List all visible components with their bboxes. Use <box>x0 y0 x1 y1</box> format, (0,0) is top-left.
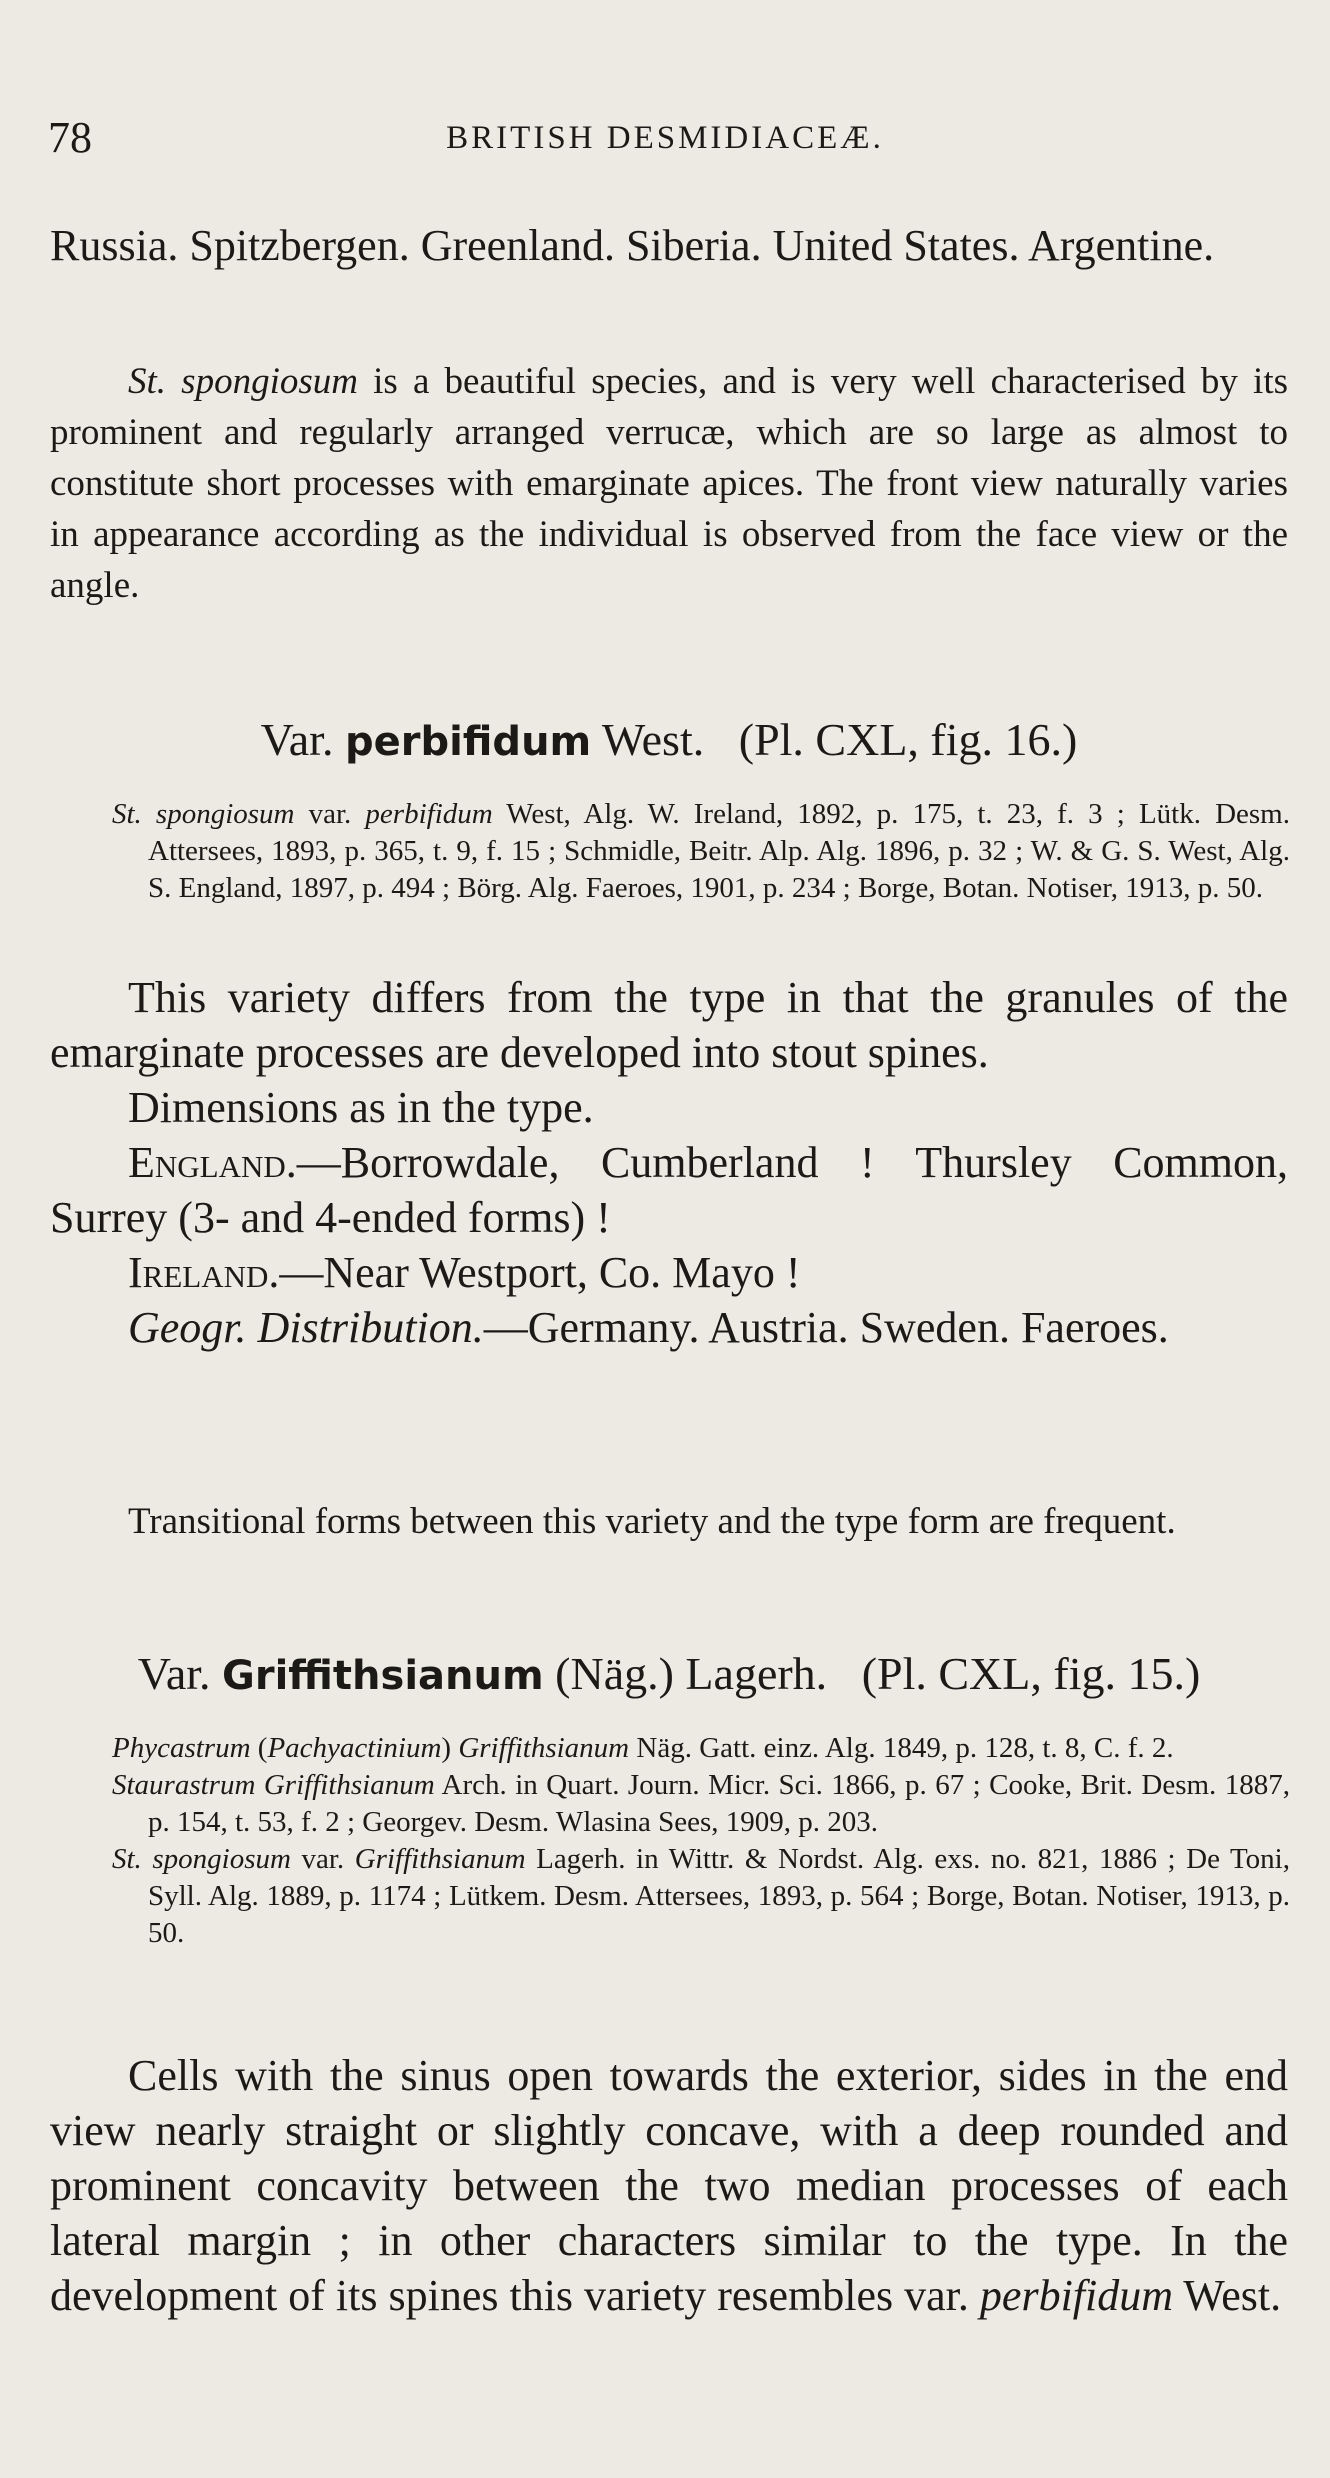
page-number: 78 <box>48 113 92 162</box>
country-label: Ireland. <box>128 1248 280 1297</box>
ref-var: var. <box>290 1843 355 1875</box>
description-text: Cells with the sinus open towards the exterior, sides in the end view nearly straight or slightly concave, with a deep rounded and prominent concavity between the two median processes of each lateral margin ; in other characters similar to the type. In the development of its spines this variety resembles var. <box>50 2051 1288 2320</box>
ref-text: Lagerh. in Wittr. & Nordst. Alg. exs. no. 821, 1886 ; De Toni, Syll. Alg. 1889, p. 1174 ; Lütkem. Desm. Attersees, 1893, p. 564 ; Borge, Botan. Notiser, 1913, p. 50. <box>148 1843 1290 1949</box>
ref-var-name: perbifidum <box>365 798 493 830</box>
ref-name: Staurastrum Griffithsianum <box>112 1769 435 1801</box>
ref-text: West, Alg. W. Ireland, 1892, p. 175, t. 23, f. 3 ; Lütk. Desm. Attersees, 1893, p. 365, t. 9, f. 15 ; Schmidle, Beitr. Alp. Alg. 1896, p. 32 ; W. & G. S. West, Alg. S. England, 1897, p. 494 ; Börg. Alg. Faeroes, 1901, p. 234 ; Borge, Botan. Notiser, 1913, p. 50. <box>148 798 1290 904</box>
synonymy-griffithsianum <box>112 1730 1290 1952</box>
transitional-note: Transitional forms between this variety and the type form are frequent. <box>128 1501 1176 1542</box>
perbifidum-body <box>50 970 1288 1355</box>
ref-text: Näg. Gatt. einz. Alg. 1849, p. 128, t. 8, C. f. 2. <box>629 1732 1174 1764</box>
reference-entry <box>112 796 1290 907</box>
dimensions: Dimensions as in the type. <box>128 1083 594 1132</box>
running-title: BRITISH DESMIDIACEÆ. <box>446 120 884 156</box>
plate-reference: (Pl. CXL, fig. 16.) <box>738 714 1078 765</box>
ref-name: St. spongiosum <box>112 1843 291 1875</box>
ref-var: var. <box>294 798 366 830</box>
distribution-label: Geogr. Distribution. <box>128 1303 484 1352</box>
ref-name: St. spongiosum <box>112 798 295 830</box>
species-name: St. spongiosum <box>128 361 358 402</box>
description-var: perbifidum <box>979 2271 1174 2320</box>
ref-epithet: Griffithsianum <box>458 1732 630 1764</box>
ref-subgenus: Pachyactinium <box>267 1732 442 1764</box>
locality-text: —Borrowdale, Cumberland ! Thursley Common, Surrey (3- and 4-ended forms) ! <box>50 1138 1288 1242</box>
plate-reference: (Pl. CXL, fig. 15.) <box>861 1648 1201 1699</box>
species-note <box>50 356 1288 611</box>
heading-author: (Näg.) Lagerh. <box>543 1648 828 1699</box>
variety-name: Griffithsianum <box>222 1653 544 1699</box>
ref-name: Phycastrum <box>112 1732 251 1764</box>
variety-heading-perbifidum <box>50 712 1288 770</box>
country-label: England. <box>128 1138 297 1187</box>
distribution-text: —Germany. Austria. Sweden. Faeroes. <box>483 1303 1169 1352</box>
heading-author: West. <box>591 714 705 765</box>
variety-heading-griffithsianum <box>50 1646 1288 1704</box>
variety-name: perbifidum <box>344 719 592 765</box>
running-head <box>48 112 1282 172</box>
heading-prefix: Var. <box>260 714 345 765</box>
reference-entry: Phycastrum (Pachyactinium) Griffithsianum Näg. Gatt. einz. Alg. 1849, p. 128, t. 8, C. f. 2. <box>112 1732 1174 1764</box>
reference-entry <box>112 1841 1290 1952</box>
geographic-distribution <box>50 1300 1288 1355</box>
description: This variety differs from the type in that the granules of the emarginate processes are developed into stout spines. <box>50 973 1288 1077</box>
description-end: West. <box>1173 2271 1282 2320</box>
species-note-text: is a beautiful species, and is very well characterised by its prominent and regularly arranged verrucæ, which are so large as almost to constitute short processes with emarginate apices. The front view naturally varies in appearance according as the individual is observed from the face view or the angle. <box>50 361 1289 606</box>
ref-var-name: Griffithsianum <box>354 1843 526 1875</box>
locality-ireland <box>50 1245 1288 1300</box>
locality-text: —Near Westport, Co. Mayo ! <box>279 1248 801 1297</box>
ref-text: Arch. in Quart. Journ. Micr. Sci. 1866, p. 67 ; Cooke, Brit. Desm. 1887, p. 154, t. 53, f. 2 ; Georgev. Desm. Wlasina Sees, 1909, p. 203. <box>148 1769 1290 1838</box>
reference-entry <box>112 1767 1290 1841</box>
locality-england <box>50 1135 1288 1245</box>
synonymy-perbifidum <box>112 796 1290 907</box>
distribution-tail: Russia. Spitzbergen. Greenland. Siberia. United States. Argentine. <box>50 221 1215 270</box>
heading-prefix: Var. <box>137 1648 223 1699</box>
griffithsianum-description <box>50 2048 1288 2323</box>
